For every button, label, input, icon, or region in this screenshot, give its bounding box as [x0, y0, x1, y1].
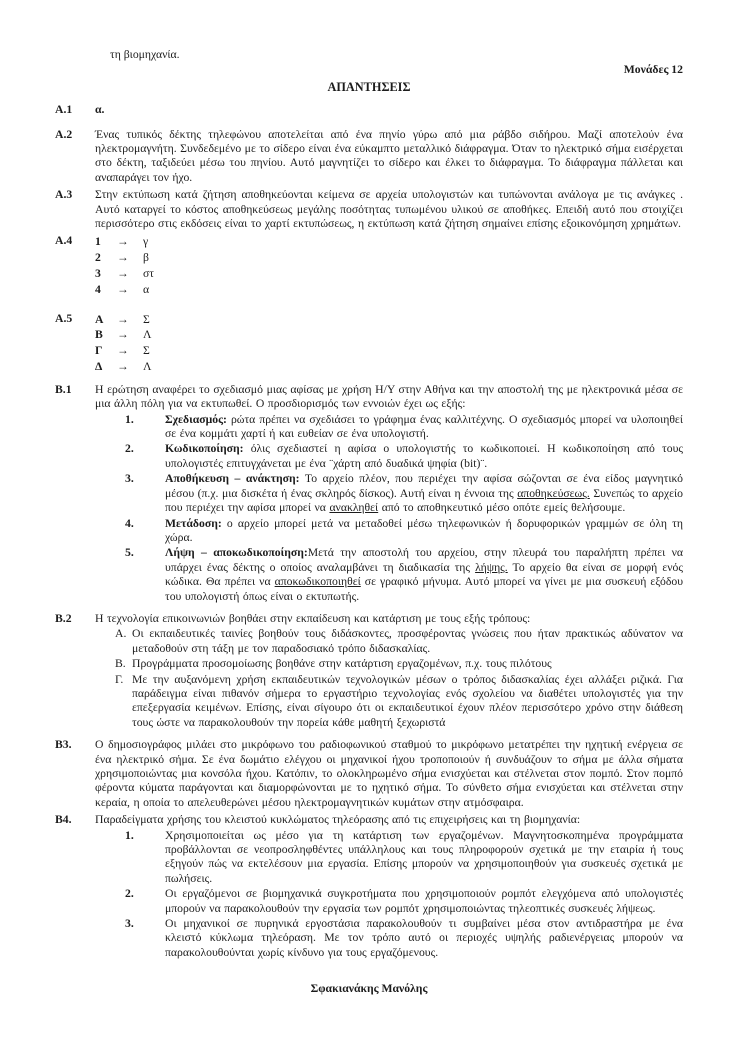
section-label: Α.2 [55, 127, 73, 141]
item-lead: Κωδικοποίηση: [165, 442, 244, 456]
item-number: 5. [125, 546, 134, 560]
mapping-row [95, 266, 683, 282]
item-text: Με την αυξανόμενη χρήση εκπαιδευτικών τεχνολογικών μέσων ο τρόπος διδασκαλίας έχει αλλάξει ριζικά. Για παράδειγμα είναι πιθανόν σήμερα το εργαστήριο τεχνολογίας ενός σχολείου να διαθέτει υπολογιστές για την επεξεργασία κειμένων. Επίσης, είναι σίγουρο ότι οι εκπαιδευτικοί έχουν πλέον περισσότερο χρόνο στην διάθεση τους ώστε να παρακολουθούν την πορεία κάθε μαθητή ξεχωριστά [132, 672, 683, 729]
section-intro: Η τεχνολογία επικοινωνιών βοηθάει στην εκπαίδευση και κατάρτιση με τους εξής τρόπους: [95, 611, 531, 625]
item-number: 4. [125, 516, 134, 530]
item-letter: Α. [115, 627, 127, 641]
arrow-right-icon: → [117, 328, 129, 342]
map-from: Γ [95, 344, 103, 358]
map-to: β [143, 251, 149, 265]
numbered-item [125, 442, 683, 471]
item-text [165, 517, 683, 546]
item-segment: όλις σχεδιαστεί η αφίσα ο υπολογιστής το κωδικοποιεί. Η κωδικοποίηση από τους υπολογιστές επιτυγχάνεται με ένα ¨χάρτη από δυαδικά ψηφία (bit)¨. [165, 442, 683, 470]
item-text [165, 546, 683, 604]
underlined-term: αποκωδικοποιηθεί [274, 575, 361, 589]
item-number: 1. [125, 828, 134, 842]
answer-section-b2 [55, 612, 683, 730]
answer-text: Στην εκτύπωση κατά ζήτηση αποθηκεύονται κείμενα σε αρχεία υπολογιστών και τυπώνονται ανάλογα με τις ανάγκες . Αυτό καταργεί το κόστος αποθηκεύσεως μεγάλης ποσότητας τυπωμένου υλικού σε αποθήκες. Επειδή αυτό που στοιχίζει περισσότερο στις εκδόσεις είναι το χαρτί εκτυπώσεως, η εκτύπωση κατά ζήτηση σημαίνει επίσης εξοικονόμηση χρημάτων. [95, 188, 683, 231]
answer-section-b1 [55, 383, 683, 604]
item-number: 3. [125, 917, 134, 931]
section-label: Β3. [55, 738, 72, 752]
section-intro: Η ερώτηση αναφέρει το σχεδιασμό μιας αφίσας με χρήση Η/Υ στην Αθήνα και την αποστολή της με ηλεκτρονικά μέσα σε μια άλλη πόλη για να εκτυπωθεί. Ο προσδιορισμός των εννοιών έχει ως εξής: [95, 382, 683, 411]
item-segment: ρώτα πρέπει να σχεδιάσει το γράφημα ένας καλλιτέχνης. Ο σχεδιασμός μπορεί να υλοποιηθεί σε ένα κομμάτι χαρτί ή και ευθείαν σε ένα υπολογιστή. [165, 412, 683, 441]
mapping-row [95, 359, 683, 375]
lettered-item [115, 673, 683, 731]
map-from: 1 [95, 235, 101, 249]
section-label: Β.2 [55, 611, 72, 625]
section-label: Α.3 [55, 188, 73, 202]
answer-body [95, 813, 683, 960]
mapping-list [95, 312, 683, 375]
answer-section-a1 [55, 103, 683, 117]
item-text: Προγράμματα προσομοίωσης βοηθάνε στην κατάρτιση εργαζομένων, π.χ. τους πιλότους [132, 657, 552, 671]
answer-body [95, 383, 683, 604]
lettered-item [115, 657, 683, 671]
item-letter: Γ. [115, 672, 124, 686]
item-segment: Μετά την αποστολή του αρχείου, στην πλευρά του παραλήπτη πρέπει να υπάρχει ένας δέκτης ο οποίος αναλαμβάνει τη διαδικασία της [165, 546, 684, 574]
section-label: Β.1 [55, 382, 72, 396]
numbered-item [125, 917, 683, 960]
map-from: 2 [95, 251, 101, 265]
item-number: 2. [125, 442, 134, 456]
mapping-row [95, 234, 683, 250]
item-lead: Αποθήκευση – ανάκτηση: [165, 472, 300, 486]
map-from: Α [95, 312, 104, 326]
item-segment: Το αρχείο θα είναι σε μορφή ενός κώδικα. Θα πρέπει να [165, 560, 683, 589]
item-letter: Β. [115, 657, 126, 671]
mapping-row [95, 282, 683, 298]
map-to: Λ [143, 360, 152, 374]
answer-section-a3 [55, 188, 683, 231]
item-text: Οι εργαζόμενοι σε βιομηχανικά συγκροτήματα που χρησιμοποιούν ρομπότ ελεγχόμενα από υπολογιστές μπορούν να παρακολουθούν την εργασία των ρομπότ χρησιμοποιώντας τηλεοπτικές συσκευές λήψεως. [165, 887, 683, 915]
arrow-right-icon: → [117, 251, 129, 265]
item-lead: Μετάδοση: [165, 516, 222, 530]
map-to: Σ [143, 312, 150, 326]
item-lead: Λήψη – αποκωδικοποίηση: [165, 546, 308, 560]
map-to: γ [143, 235, 149, 249]
map-from: Β [95, 328, 103, 342]
underlined-term: λήψης. [475, 560, 508, 574]
section-label: Α.4 [55, 234, 73, 248]
section-label: Α.5 [55, 311, 73, 325]
points-label: Μονάδες 12 [623, 63, 683, 77]
item-number: 3. [125, 472, 134, 486]
item-segment: Συνεπώς το αρχείο που περιέχει την αφίσα μπορεί να [165, 486, 683, 515]
section-label: Β4. [55, 813, 72, 827]
item-segment: σε γραφικό μήνυμα. Αυτό μπορεί να γίνει με μια συσκευή εξόδου του υπολογιστή όπως είναι ο εκτυπωτής. [165, 575, 683, 603]
mapping-list [95, 234, 683, 297]
item-lead: Σχεδιασμός: [165, 412, 227, 426]
mapping-row [95, 312, 683, 328]
numbered-item [125, 517, 683, 546]
item-text: Χρησιμοποιείται ως μέσο για τη κατάρτιση των εργαζομένων. Μαγνητοσκοπημένα προγράμματα προβάλλονται σε νεοπροσληφθέντες υπάλληλους και τους πληροφορούν σχετικά με την εταιρία ή τους εξηγούν πώς να εκτελέσουν μια εργασία. Επίσης μπορούν να χρησιμοποιηθούν για συσκευές σχετικά με πωλήσεις. [165, 828, 683, 885]
author-signature: Σφακιανάκης Μανόλης [310, 982, 428, 996]
item-number: 1. [125, 412, 134, 426]
arrow-right-icon: → [117, 312, 129, 326]
answer-section-a5 [55, 312, 683, 375]
map-to: στ [143, 267, 154, 281]
item-text [165, 413, 683, 442]
map-from: Δ [95, 360, 103, 374]
arrow-right-icon: → [117, 282, 129, 296]
answer-section-b3 [55, 738, 683, 810]
item-text: Οι μηχανικοί σε πυρηνικά εργοστάσια παρακολουθούν τι συμβαίνει μέσα στον αντιδραστήρα με ένα κλειστό κύκλωμα τηλεόραση. Με τον τρόπο αυτό οι περιοχές υψηλής ραδιενέργειας μπορούν να παρακολουθούνται χωρίς κίνδυνο για τους εργαζόμενους. [165, 917, 683, 959]
item-text [165, 442, 683, 471]
mapping-row [95, 327, 683, 343]
section-label: Α.1 [55, 103, 73, 117]
lettered-item [115, 627, 683, 656]
underlined-term: αποθηκεύσεως. [517, 486, 590, 500]
map-to: Σ [143, 344, 150, 358]
map-to: α [143, 282, 150, 296]
numbered-item [125, 413, 683, 442]
numbered-item [125, 887, 683, 916]
map-from: 4 [95, 282, 101, 296]
numbered-item [125, 472, 683, 515]
mapping-row [95, 343, 683, 359]
item-number: 2. [125, 887, 134, 901]
item-segment: από το αποθηκευτικό μέσο οπότε εμείς θελήσουμε. [378, 501, 626, 515]
arrow-right-icon: → [117, 344, 129, 358]
item-segment: ο αρχείο μπορεί μετά να μεταδοθεί μέσω τηλεφωνικών ή δορυφορικών γραμμών σε όλη τη χώρα. [165, 516, 683, 544]
item-text: Οι εκπαιδευτικές ταινίες βοηθούν τους διδάσκοντες, προσφέροντας γνώσεις που ήταν πρακτικώς αδύνατον να μεταδοθούν στη τάξη με τον παραδοσιακό τρόπο διδασκαλίας. [132, 627, 683, 655]
page-title: ΑΠΑΝΤΗΣΕΙΣ [327, 79, 411, 94]
item-segment: Το αρχείο πλέον, που περιέχει την αφίσα σώζονται σε ένα είδος μαγνητικό μέσου (π.χ. μια δισκέτα ή ένας σκληρός δίσκος). Αυτή είναι η έννοια της [165, 472, 683, 500]
mapping-row [95, 250, 683, 266]
answer-section-a2 [55, 128, 683, 186]
section-intro: Παραδείγματα χρήσης του κλειστού κυκλώματος τηλεόρασης από τις επιχειρήσεις και τη βιομηχανία: [95, 813, 581, 827]
answer-body [95, 612, 683, 730]
arrow-right-icon: → [117, 235, 129, 249]
numbered-item [125, 829, 683, 887]
arrow-right-icon: → [117, 360, 129, 374]
map-from: 3 [95, 267, 101, 281]
item-text [165, 472, 683, 515]
answer-text: Ένας τυπικός δέκτης τηλεφώνου αποτελείται από ένα πηνίο γύρω από μια ράβδο σιδήρου. Μαζί αποτελούν ένα ηλεκτρομαγνήτη. Συνδεδεμένο με το σίδερο είναι ένα εύκαμπτο μεταλλικό διάφραγμα. Όταν το ηλεκτρικό σήμα εισέρχεται στο δέκτη, ταξιδεύει μέσω του πηνίου. Αυτό μαγνητίζει το σίδερο και έλκει το διάφραγμα. Το διάφραγμα πάλλεται και αναπαράγει τον ήχο. [95, 127, 683, 184]
arrow-right-icon: → [117, 267, 129, 281]
numbered-item [125, 546, 683, 604]
answer-section-b4 [55, 813, 683, 960]
answer-section-a4 [55, 234, 683, 297]
answer-text: α. [95, 103, 105, 117]
answer-text: Ο δημοσιογράφος μιλάει στο μικρόφωνο του ραδιοφωνικού σταθμού το μικρόφωνο μετατρέπει την ηχητική ενέργεια σε ένα ηλεκτρικό σήμα. Σε ένα δωμάτιο ελέγχου οι μηχανικοί ήχου τροποποιούν ή συνδυάζουν το σήμα με άλλα σήματα χρησιμοποιώντας μια κονσόλα ήχου. Κατόπιν, το ολοκληρωμένο σήμα ενισχύεται και στέλνεται στον πομπό. Στον πομπό φέροντα κύματα παράγονται και διαμορφώνονται με το ηχητικό σήμα. Το σύνθετο σήμα ενισχύεται και στέλνεται στην κεραία, η οποία το απελευθερώνει μέσου ηλεκτρομαγνητικών κυμάτων στην ατμόσφαιρα. [95, 738, 683, 809]
map-to: Λ [143, 328, 152, 342]
underlined-term: ανακληθεί [329, 501, 379, 515]
previous-answer-tail: τη βιομηχανία. [110, 48, 180, 61]
